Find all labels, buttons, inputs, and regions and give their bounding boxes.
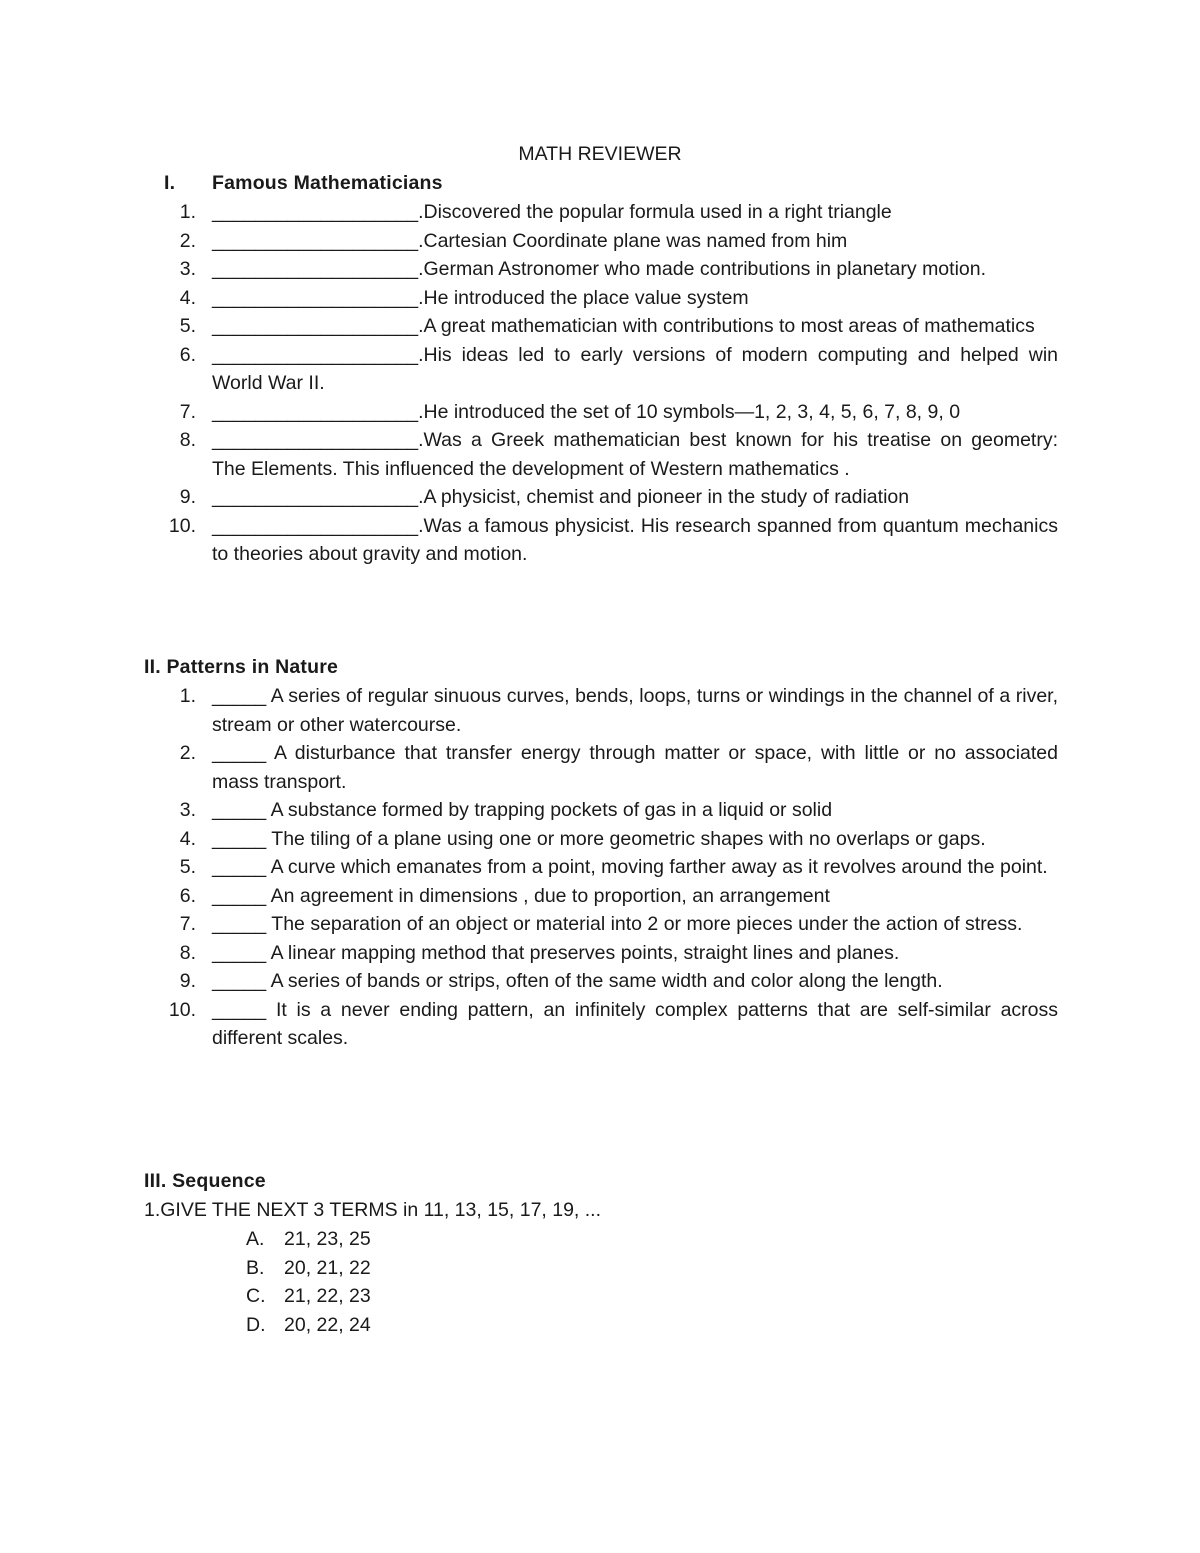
- section3-heading: III. Sequence: [144, 1170, 266, 1192]
- sequence-question: 1.GIVE THE NEXT 3 TERMS in 11, 13, 15, 17, 19, ...: [144, 1199, 602, 1221]
- list-item: 3. _____ A substance formed by trapping pockets of gas in a liquid or solid: [179, 799, 833, 821]
- list-item: 4. ___________________.He introduced the place value system: [179, 286, 749, 309]
- section1-numeral: I.: [164, 172, 176, 194]
- answer-blank: _____: [212, 913, 267, 935]
- answer-blank: ___________________: [212, 258, 419, 280]
- answer-blank: _____: [212, 998, 267, 1021]
- list-item: 7. _____ The separation of an object or material into 2 or more pieces under the action of stress.: [179, 913, 1023, 935]
- answer-blank: _____: [212, 941, 267, 964]
- answer-blank: ___________________: [212, 400, 419, 423]
- answer-blank: _____: [212, 685, 267, 707]
- list-item: 10. _____ It is a never ending pattern, an infinitely complex patterns that are self-similar across different scales.: [168, 998, 1058, 1049]
- answer-blank: _____: [212, 799, 267, 821]
- list-item: 6. ___________________.His ideas led to early versions of modern computing and helped win World War II.: [179, 343, 1058, 394]
- answer-blank: ___________________: [212, 229, 419, 252]
- list-item: 2. _____ A disturbance that transfer energy through matter or space, with little or no associated mass transport.: [179, 742, 1058, 793]
- page-title: MATH REVIEWER: [518, 143, 682, 165]
- answer-blank: _____: [212, 827, 267, 850]
- list-item: 8. ___________________.Was a Greek mathematician best known for his treatise on geometry: The Elements. This influenced the development of Western mathematics .: [179, 429, 1058, 480]
- list-item: 6. _____ An agreement in dimensions , due to proportion, an arrangement: [179, 884, 830, 907]
- list-item: 10. ___________________.Was a famous physicist. His research spanned from quantum mechanics to theories about gravity and motion.: [168, 514, 1058, 565]
- choice-c: C. 21, 22, 23: [246, 1285, 371, 1307]
- section2-list: [0, 682, 1058, 1053]
- list-item: 5. _____ A curve which emanates from a point, moving farther away as it revolves around the point.: [179, 856, 1048, 878]
- list-item: 9. ___________________.A physicist, chemist and pioneer in the study of radiation: [179, 486, 910, 508]
- list-item: 1. _____ A series of regular sinuous curves, bends, loops, turns or windings in the channel of a river, stream or other watercourse.: [179, 685, 1058, 736]
- section2-heading: II. Patterns in Nature: [144, 656, 339, 678]
- answer-blank: ___________________: [212, 429, 419, 451]
- list-item: 5. ___________________.A great mathematician with contributions to most areas of mathematics: [179, 315, 1035, 337]
- list-item: 8. _____ A linear mapping method that preserves points, straight lines and planes.: [179, 941, 900, 964]
- choice-list: [0, 1225, 371, 1339]
- list-item: 9. _____ A series of bands or strips, often of the same width and color along the length.: [179, 970, 943, 992]
- answer-blank: ___________________: [212, 315, 419, 337]
- answer-blank: _____: [212, 856, 267, 878]
- answer-blank: _____: [212, 970, 267, 992]
- list-item: 2. ___________________.Cartesian Coordinate plane was named from him: [179, 229, 848, 252]
- list-item: 1. ___________________.Discovered the popular formula used in a right triangle: [179, 201, 892, 223]
- section1-list: [0, 198, 1058, 569]
- list-item: 4. _____ The tiling of a plane using one or more geometric shapes with no overlaps or gaps.: [179, 827, 986, 850]
- answer-blank: _____: [212, 884, 267, 907]
- list-item: 7. ___________________.He introduced the set of 10 symbols—1, 2, 3, 4, 5, 6, 7, 8, 9, 0: [179, 400, 961, 423]
- answer-blank: ___________________: [212, 201, 419, 223]
- answer-blank: ___________________: [212, 514, 419, 537]
- answer-blank: ___________________: [212, 486, 419, 508]
- answer-blank: _____: [212, 742, 267, 764]
- list-item: 3. ___________________.German Astronomer who made contributions in planetary motion.: [179, 258, 987, 280]
- choice-a: A. 21, 23, 25: [246, 1228, 371, 1250]
- choice-b: B. 20, 21, 22: [246, 1256, 371, 1279]
- answer-blank: ___________________: [212, 343, 419, 366]
- choice-d: D. 20, 22, 24: [246, 1313, 371, 1336]
- answer-blank: ___________________: [212, 286, 419, 309]
- section1-heading: Famous Mathematicians: [212, 172, 443, 194]
